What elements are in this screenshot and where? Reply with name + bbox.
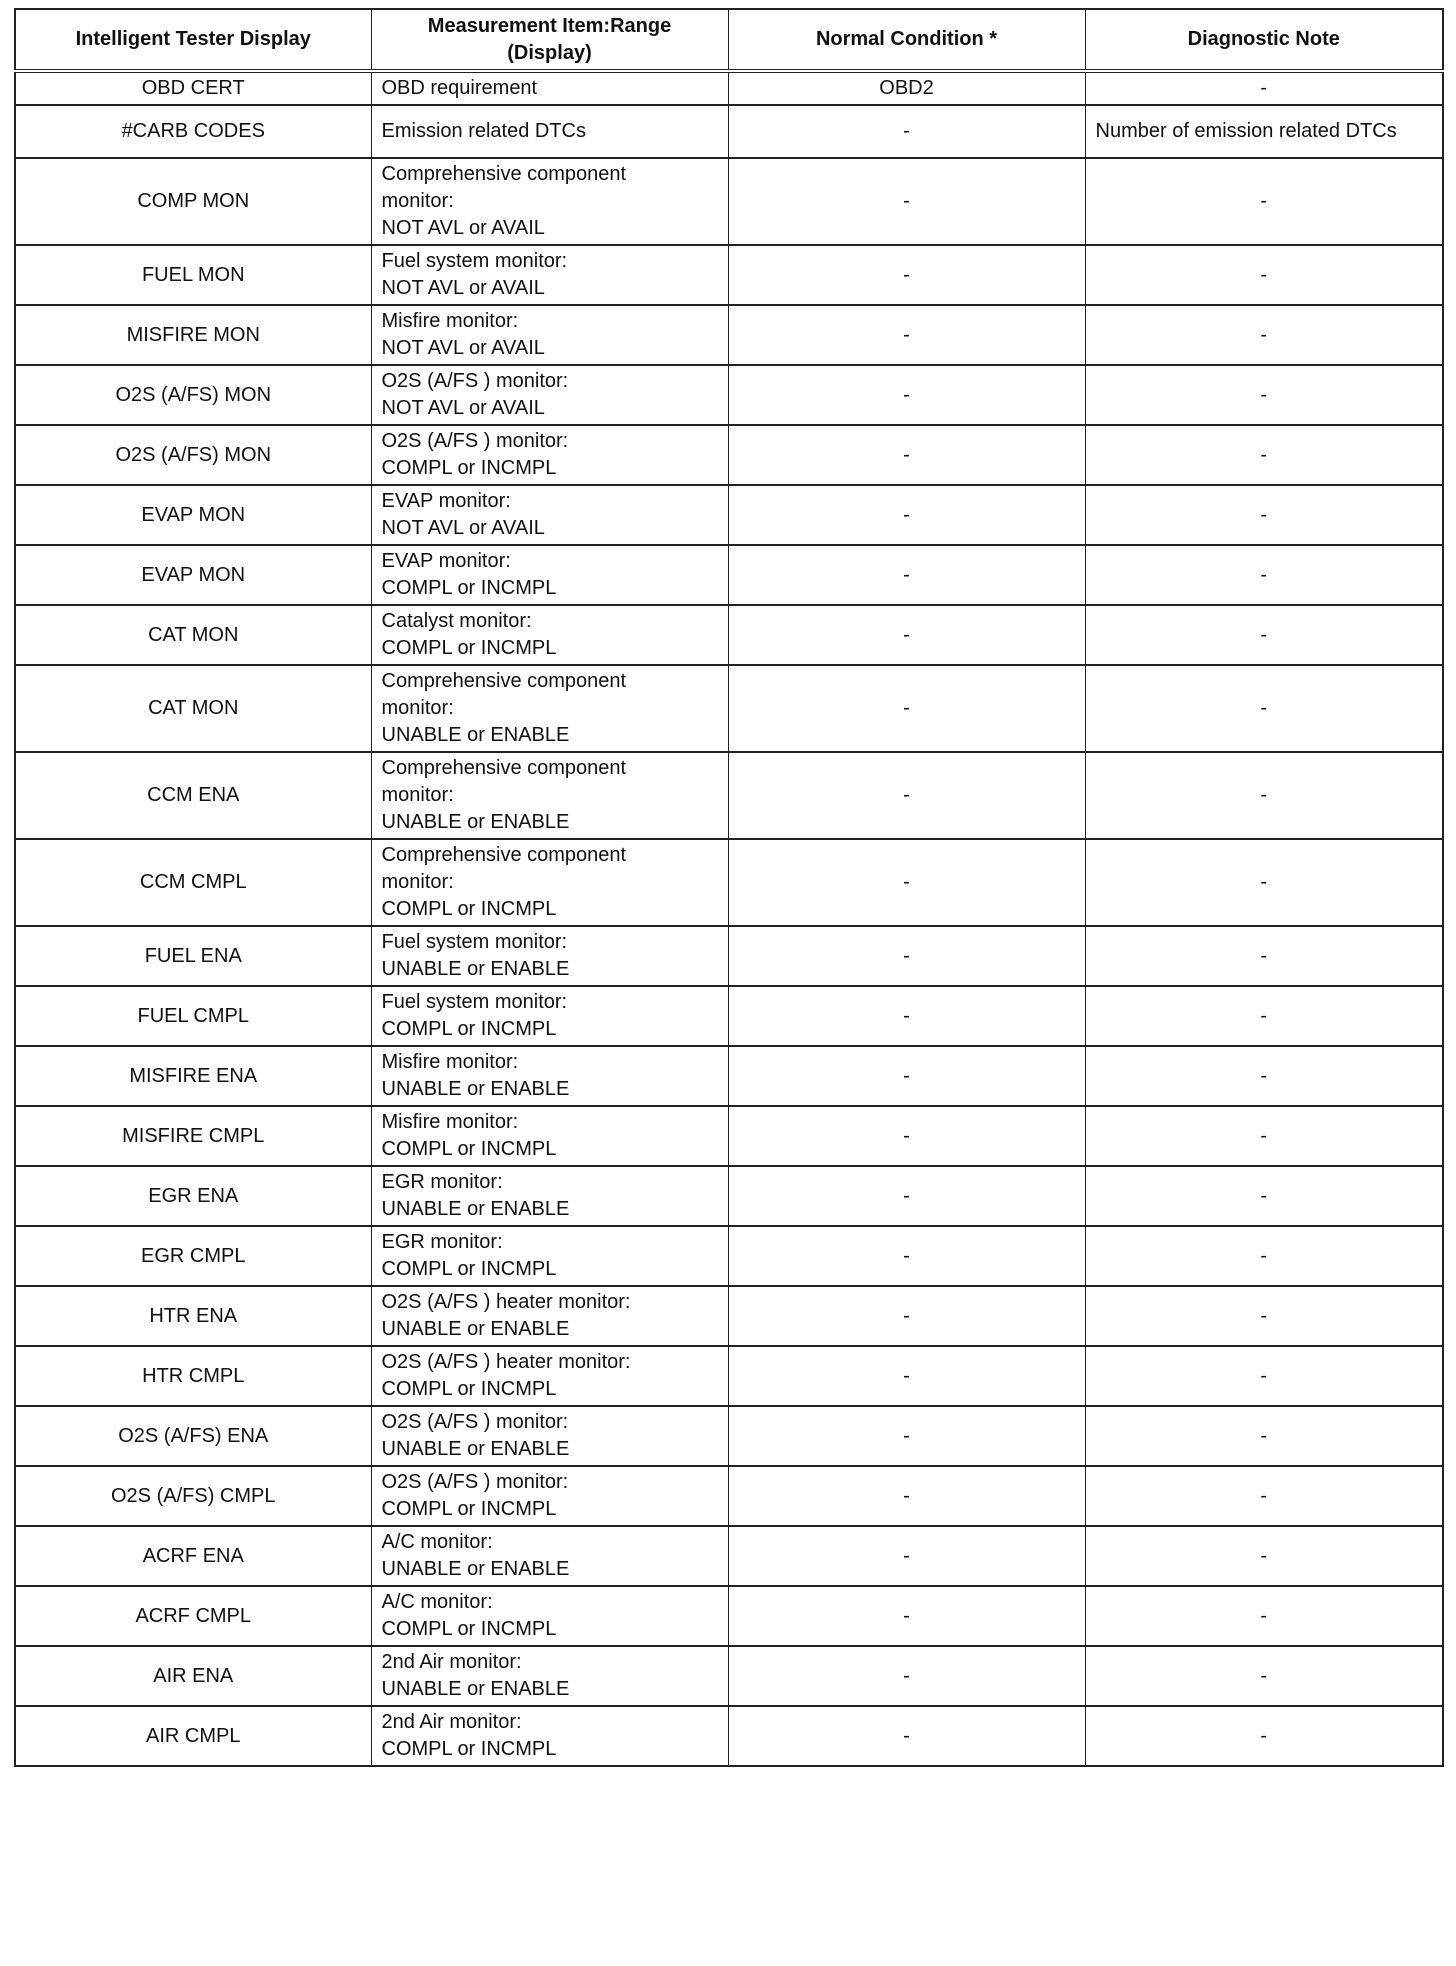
cell-normal-condition: - [728,305,1085,365]
measurement-line: UNABLE or ENABLE [381,958,570,980]
header-normal-condition: Normal Condition * [728,9,1085,71]
measurement-line: monitor: [381,697,454,719]
cell-display: MISFIRE CMPL [15,1106,371,1166]
cell-normal-condition: - [728,1646,1085,1706]
cell-normal-condition: OBD2 [728,71,1085,105]
table-row [15,1166,1443,1226]
cell-display: EVAP MON [15,485,371,545]
cell-diagnostic-note: - [1085,545,1443,605]
cell-display: EVAP MON [15,545,371,605]
cell-diagnostic-note: - [1085,1646,1443,1706]
measurement-line: COMPL or INCMPL [381,577,557,599]
cell-measurement [371,425,728,485]
cell-measurement [371,1586,728,1646]
header-diagnostic-note: Diagnostic Note [1085,9,1443,71]
cell-normal-condition: - [728,1106,1085,1166]
table-row [15,305,1443,365]
table-row [15,1106,1443,1166]
cell-normal-condition: - [728,1406,1085,1466]
cell-display: MISFIRE ENA [15,1046,371,1106]
cell-display: CCM ENA [15,752,371,839]
cell-display: COMP MON [15,158,371,245]
measurement-line: O2S (A/FS ) monitor: [381,430,569,452]
measurement-line: EVAP monitor: [381,550,511,572]
cell-normal-condition: - [728,1166,1085,1226]
table-row [15,926,1443,986]
measurement-line: NOT AVL or AVAIL [381,397,545,419]
cell-normal-condition: - [728,1526,1085,1586]
table-row [15,665,1443,752]
measurement-line: COMPL or INCMPL [381,1258,557,1280]
measurement-line: UNABLE or ENABLE [381,1438,570,1460]
cell-diagnostic-note: - [1085,425,1443,485]
cell-measurement [371,1226,728,1286]
cell-normal-condition: - [728,986,1085,1046]
table-row [15,1526,1443,1586]
cell-normal-condition: - [728,158,1085,245]
cell-display: O2S (A/FS) CMPL [15,1466,371,1526]
cell-measurement [371,1406,728,1466]
measurement-line: O2S (A/FS ) monitor: [381,1471,569,1493]
table-row [15,1226,1443,1286]
cell-diagnostic-note: - [1085,926,1443,986]
cell-normal-condition: - [728,752,1085,839]
table-row [15,71,1443,105]
measurement-line: Fuel system monitor: [381,991,568,1013]
cell-display: AIR CMPL [15,1706,371,1766]
table-row [15,1046,1443,1106]
measurement-line: COMPL or INCMPL [381,1498,557,1520]
measurement-line: Comprehensive component [381,844,627,866]
cell-diagnostic-note: - [1085,1286,1443,1346]
measurement-line: UNABLE or ENABLE [381,811,570,833]
cell-normal-condition: - [728,1346,1085,1406]
measurement-line: Comprehensive component [381,163,627,185]
cell-diagnostic-note: - [1085,71,1443,105]
table-body [15,71,1443,1766]
measurement-line: COMPL or INCMPL [381,1738,557,1760]
cell-display: CAT MON [15,665,371,752]
measurement-line: Comprehensive component [381,670,627,692]
measurement-line: Misfire monitor: [381,1111,519,1133]
cell-measurement [371,986,728,1046]
measurement-line: 2nd Air monitor: [381,1711,522,1733]
cell-measurement [371,752,728,839]
measurement-line: NOT AVL or AVAIL [381,277,545,299]
table-row [15,1286,1443,1346]
cell-normal-condition: - [728,1466,1085,1526]
cell-measurement [371,158,728,245]
measurement-line: COMPL or INCMPL [381,637,557,659]
cell-display: FUEL MON [15,245,371,305]
cell-measurement [371,1286,728,1346]
cell-display: HTR CMPL [15,1346,371,1406]
table-row [15,105,1443,158]
cell-display: MISFIRE MON [15,305,371,365]
measurement-line: monitor: [381,190,454,212]
cell-display: #CARB CODES [15,105,371,158]
cell-measurement [371,1046,728,1106]
measurement-line: COMPL or INCMPL [381,1018,557,1040]
measurement-line: Misfire monitor: [381,310,519,332]
cell-measurement [371,105,728,158]
table-row [15,485,1443,545]
measurement-line: UNABLE or ENABLE [381,1678,570,1700]
cell-measurement [371,605,728,665]
cell-measurement [371,1466,728,1526]
header-measurement-line: Measurement Item:Range [427,14,672,37]
measurement-line: COMPL or INCMPL [381,457,557,479]
measurement-line: A/C monitor: [381,1531,493,1553]
measurement-line: O2S (A/FS ) heater monitor: [381,1351,631,1373]
measurement-line: COMPL or INCMPL [381,1378,557,1400]
cell-normal-condition: - [728,1706,1085,1766]
measurement-line: COMPL or INCMPL [381,898,557,920]
cell-diagnostic-note: - [1085,1226,1443,1286]
cell-measurement [371,305,728,365]
cell-display: O2S (A/FS) MON [15,365,371,425]
table-row [15,1586,1443,1646]
cell-normal-condition: - [728,365,1085,425]
measurement-line: UNABLE or ENABLE [381,1078,570,1100]
measurement-line: OBD requirement [381,77,538,99]
cell-diagnostic-note: - [1085,1166,1443,1226]
table-row [15,545,1443,605]
measurement-line: NOT AVL or AVAIL [381,517,545,539]
cell-normal-condition: - [728,926,1085,986]
table-row [15,986,1443,1046]
cell-diagnostic-note: - [1085,665,1443,752]
table-row [15,425,1443,485]
measurement-line: COMPL or INCMPL [381,1138,557,1160]
cell-display: AIR ENA [15,1646,371,1706]
table-row [15,1346,1443,1406]
cell-diagnostic-note: - [1085,1706,1443,1766]
measurement-line: monitor: [381,784,454,806]
measurement-line: Comprehensive component [381,757,627,779]
measurement-line: O2S (A/FS ) monitor: [381,1411,569,1433]
measurement-line: O2S (A/FS ) monitor: [381,370,569,392]
cell-diagnostic-note: - [1085,485,1443,545]
cell-measurement [371,1526,728,1586]
cell-display: O2S (A/FS) ENA [15,1406,371,1466]
cell-display: OBD CERT [15,71,371,105]
cell-normal-condition: - [728,105,1085,158]
table-row [15,839,1443,926]
cell-measurement [371,545,728,605]
cell-diagnostic-note: - [1085,605,1443,665]
cell-diagnostic-note: - [1085,752,1443,839]
cell-measurement [371,1166,728,1226]
cell-diagnostic-note: - [1085,1526,1443,1586]
measurement-line: NOT AVL or AVAIL [381,337,545,359]
cell-measurement [371,365,728,425]
table-row [15,245,1443,305]
table-row [15,1706,1443,1766]
header-display: Intelligent Tester Display [15,9,371,71]
cell-diagnostic-note: - [1085,245,1443,305]
cell-measurement [371,1706,728,1766]
cell-normal-condition: - [728,605,1085,665]
cell-measurement [371,1646,728,1706]
cell-normal-condition: - [728,485,1085,545]
cell-normal-condition: - [728,245,1085,305]
cell-measurement [371,71,728,105]
cell-diagnostic-note: - [1085,1046,1443,1106]
table-row [15,365,1443,425]
cell-diagnostic-note: - [1085,305,1443,365]
table-row [15,1646,1443,1706]
measurement-line: monitor: [381,871,454,893]
measurement-line: EGR monitor: [381,1231,503,1253]
cell-display: CCM CMPL [15,839,371,926]
cell-diagnostic-note: - [1085,158,1443,245]
measurement-line: UNABLE or ENABLE [381,1318,570,1340]
measurement-line: 2nd Air monitor: [381,1651,522,1673]
cell-diagnostic-note: - [1085,839,1443,926]
header-measurement [371,9,728,71]
measurement-line: O2S (A/FS ) heater monitor: [381,1291,631,1313]
cell-measurement [371,665,728,752]
table-row [15,1466,1443,1526]
measurement-line: EGR monitor: [381,1171,503,1193]
cell-measurement [371,926,728,986]
measurement-line: UNABLE or ENABLE [381,724,570,746]
cell-display: FUEL ENA [15,926,371,986]
cell-diagnostic-note: - [1085,1466,1443,1526]
measurement-line: UNABLE or ENABLE [381,1558,570,1580]
measurement-line: Emission related DTCs [381,120,587,142]
table-row [15,158,1443,245]
measurement-line: Fuel system monitor: [381,250,568,272]
measurement-line: NOT AVL or AVAIL [381,217,545,239]
measurement-line: Fuel system monitor: [381,931,568,953]
cell-normal-condition: - [728,1286,1085,1346]
measurement-line: EVAP monitor: [381,490,511,512]
measurement-line: COMPL or INCMPL [381,1618,557,1640]
measurement-line: Misfire monitor: [381,1051,519,1073]
table-row [15,605,1443,665]
table-row [15,1406,1443,1466]
cell-normal-condition: - [728,1226,1085,1286]
measurement-line: A/C monitor: [381,1591,493,1613]
cell-display: ACRF ENA [15,1526,371,1586]
header-row [15,9,1443,71]
cell-normal-condition: - [728,1046,1085,1106]
cell-measurement [371,1346,728,1406]
measurement-line: Catalyst monitor: [381,610,532,632]
cell-diagnostic-note: - [1085,1106,1443,1166]
cell-diagnostic-note: - [1085,1586,1443,1646]
cell-measurement [371,839,728,926]
cell-display: HTR ENA [15,1286,371,1346]
cell-normal-condition: - [728,1586,1085,1646]
table-row [15,752,1443,839]
cell-display: CAT MON [15,605,371,665]
cell-normal-condition: - [728,545,1085,605]
cell-display: ACRF CMPL [15,1586,371,1646]
cell-display: EGR CMPL [15,1226,371,1286]
cell-diagnostic-note: - [1085,1406,1443,1466]
cell-diagnostic-note: Number of emission related DTCs [1085,105,1443,158]
cell-measurement [371,485,728,545]
cell-display: FUEL CMPL [15,986,371,1046]
cell-normal-condition: - [728,665,1085,752]
cell-normal-condition: - [728,839,1085,926]
cell-normal-condition: - [728,425,1085,485]
tester-data-table [14,8,1444,1767]
cell-measurement [371,245,728,305]
header-measurement-line: (Display) [507,41,592,64]
cell-measurement [371,1106,728,1166]
cell-display: EGR ENA [15,1166,371,1226]
cell-diagnostic-note: - [1085,1346,1443,1406]
cell-diagnostic-note: - [1085,365,1443,425]
cell-display: O2S (A/FS) MON [15,425,371,485]
cell-diagnostic-note: - [1085,986,1443,1046]
measurement-line: UNABLE or ENABLE [381,1198,570,1220]
